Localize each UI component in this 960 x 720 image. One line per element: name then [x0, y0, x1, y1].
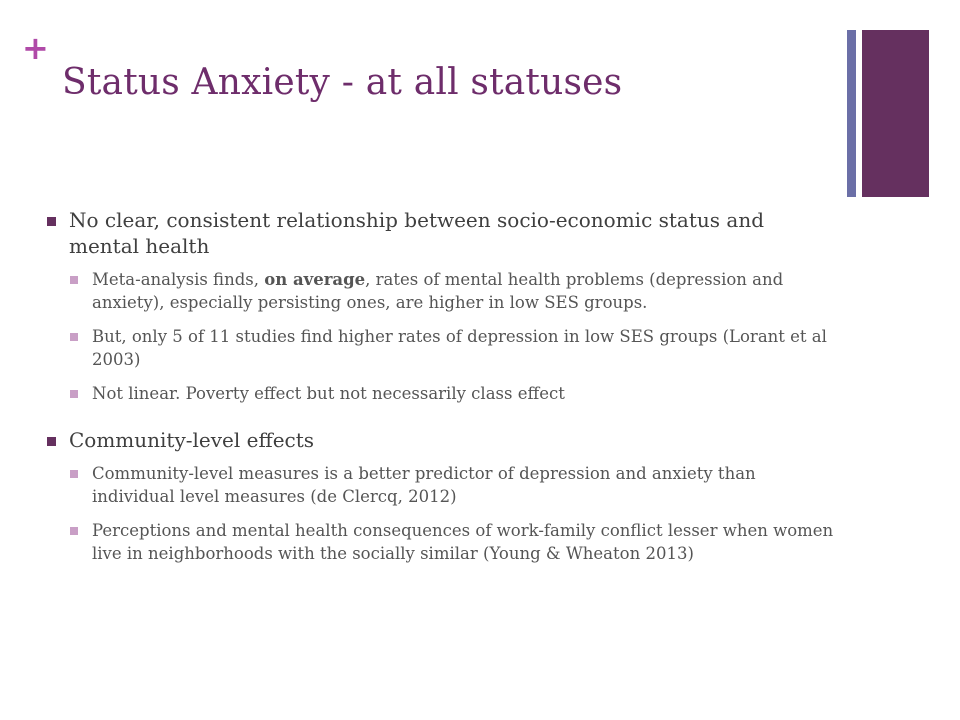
sub-bullet-text: But, only 5 of 11 studies find higher rates of depression in low SES groups (Lorant et al 2003) — [92, 327, 827, 369]
square-bullet-icon — [47, 437, 56, 446]
accent-bar-thin — [847, 30, 856, 197]
square-sub-bullet-icon — [70, 390, 78, 398]
sub-bullet-de-clercq — [47, 462, 837, 508]
accent-bar-thick — [862, 30, 929, 197]
sub-bullet-young-wheaton — [47, 519, 837, 565]
bullet-text: Community-level effects — [69, 428, 315, 452]
square-sub-bullet-icon — [70, 333, 78, 341]
slide-content — [47, 207, 837, 565]
square-sub-bullet-icon — [70, 276, 78, 284]
square-sub-bullet-icon — [70, 470, 78, 478]
sub-bullet-text: Perceptions and mental health consequences of work-family conflict lesser when women live in neighborhoods with the socially similar (Young & Wheaton 2013) — [92, 521, 834, 563]
sub-bullet-not-linear — [47, 382, 837, 405]
bullet-section-2 — [47, 427, 837, 453]
sub-bullet-emphasis: on average — [264, 270, 366, 289]
sub-bullet-text-post: , rates of mental health problems (depression and anxiety), especially persisting ones, are higher in low SES groups. — [92, 270, 784, 312]
sub-bullet-lorant — [47, 325, 837, 371]
square-sub-bullet-icon — [70, 527, 78, 535]
sub-bullet-meta-analysis — [47, 268, 837, 314]
bullet-text: No clear, consistent relationship between socio-economic status and mental health — [69, 208, 764, 258]
slide-title: Status Anxiety - at all statuses — [62, 62, 623, 103]
sub-bullet-text: Not linear. Poverty effect but not necessarily class effect — [92, 384, 565, 403]
plus-icon: + — [22, 29, 49, 67]
square-bullet-icon — [47, 217, 56, 226]
sub-bullet-text: Community-level measures is a better predictor of depression and anxiety than individual level measures (de Clercq, 2012) — [92, 464, 756, 506]
bullet-section-1 — [47, 207, 837, 259]
sub-bullet-text-pre: Meta-analysis finds, — [92, 270, 265, 289]
